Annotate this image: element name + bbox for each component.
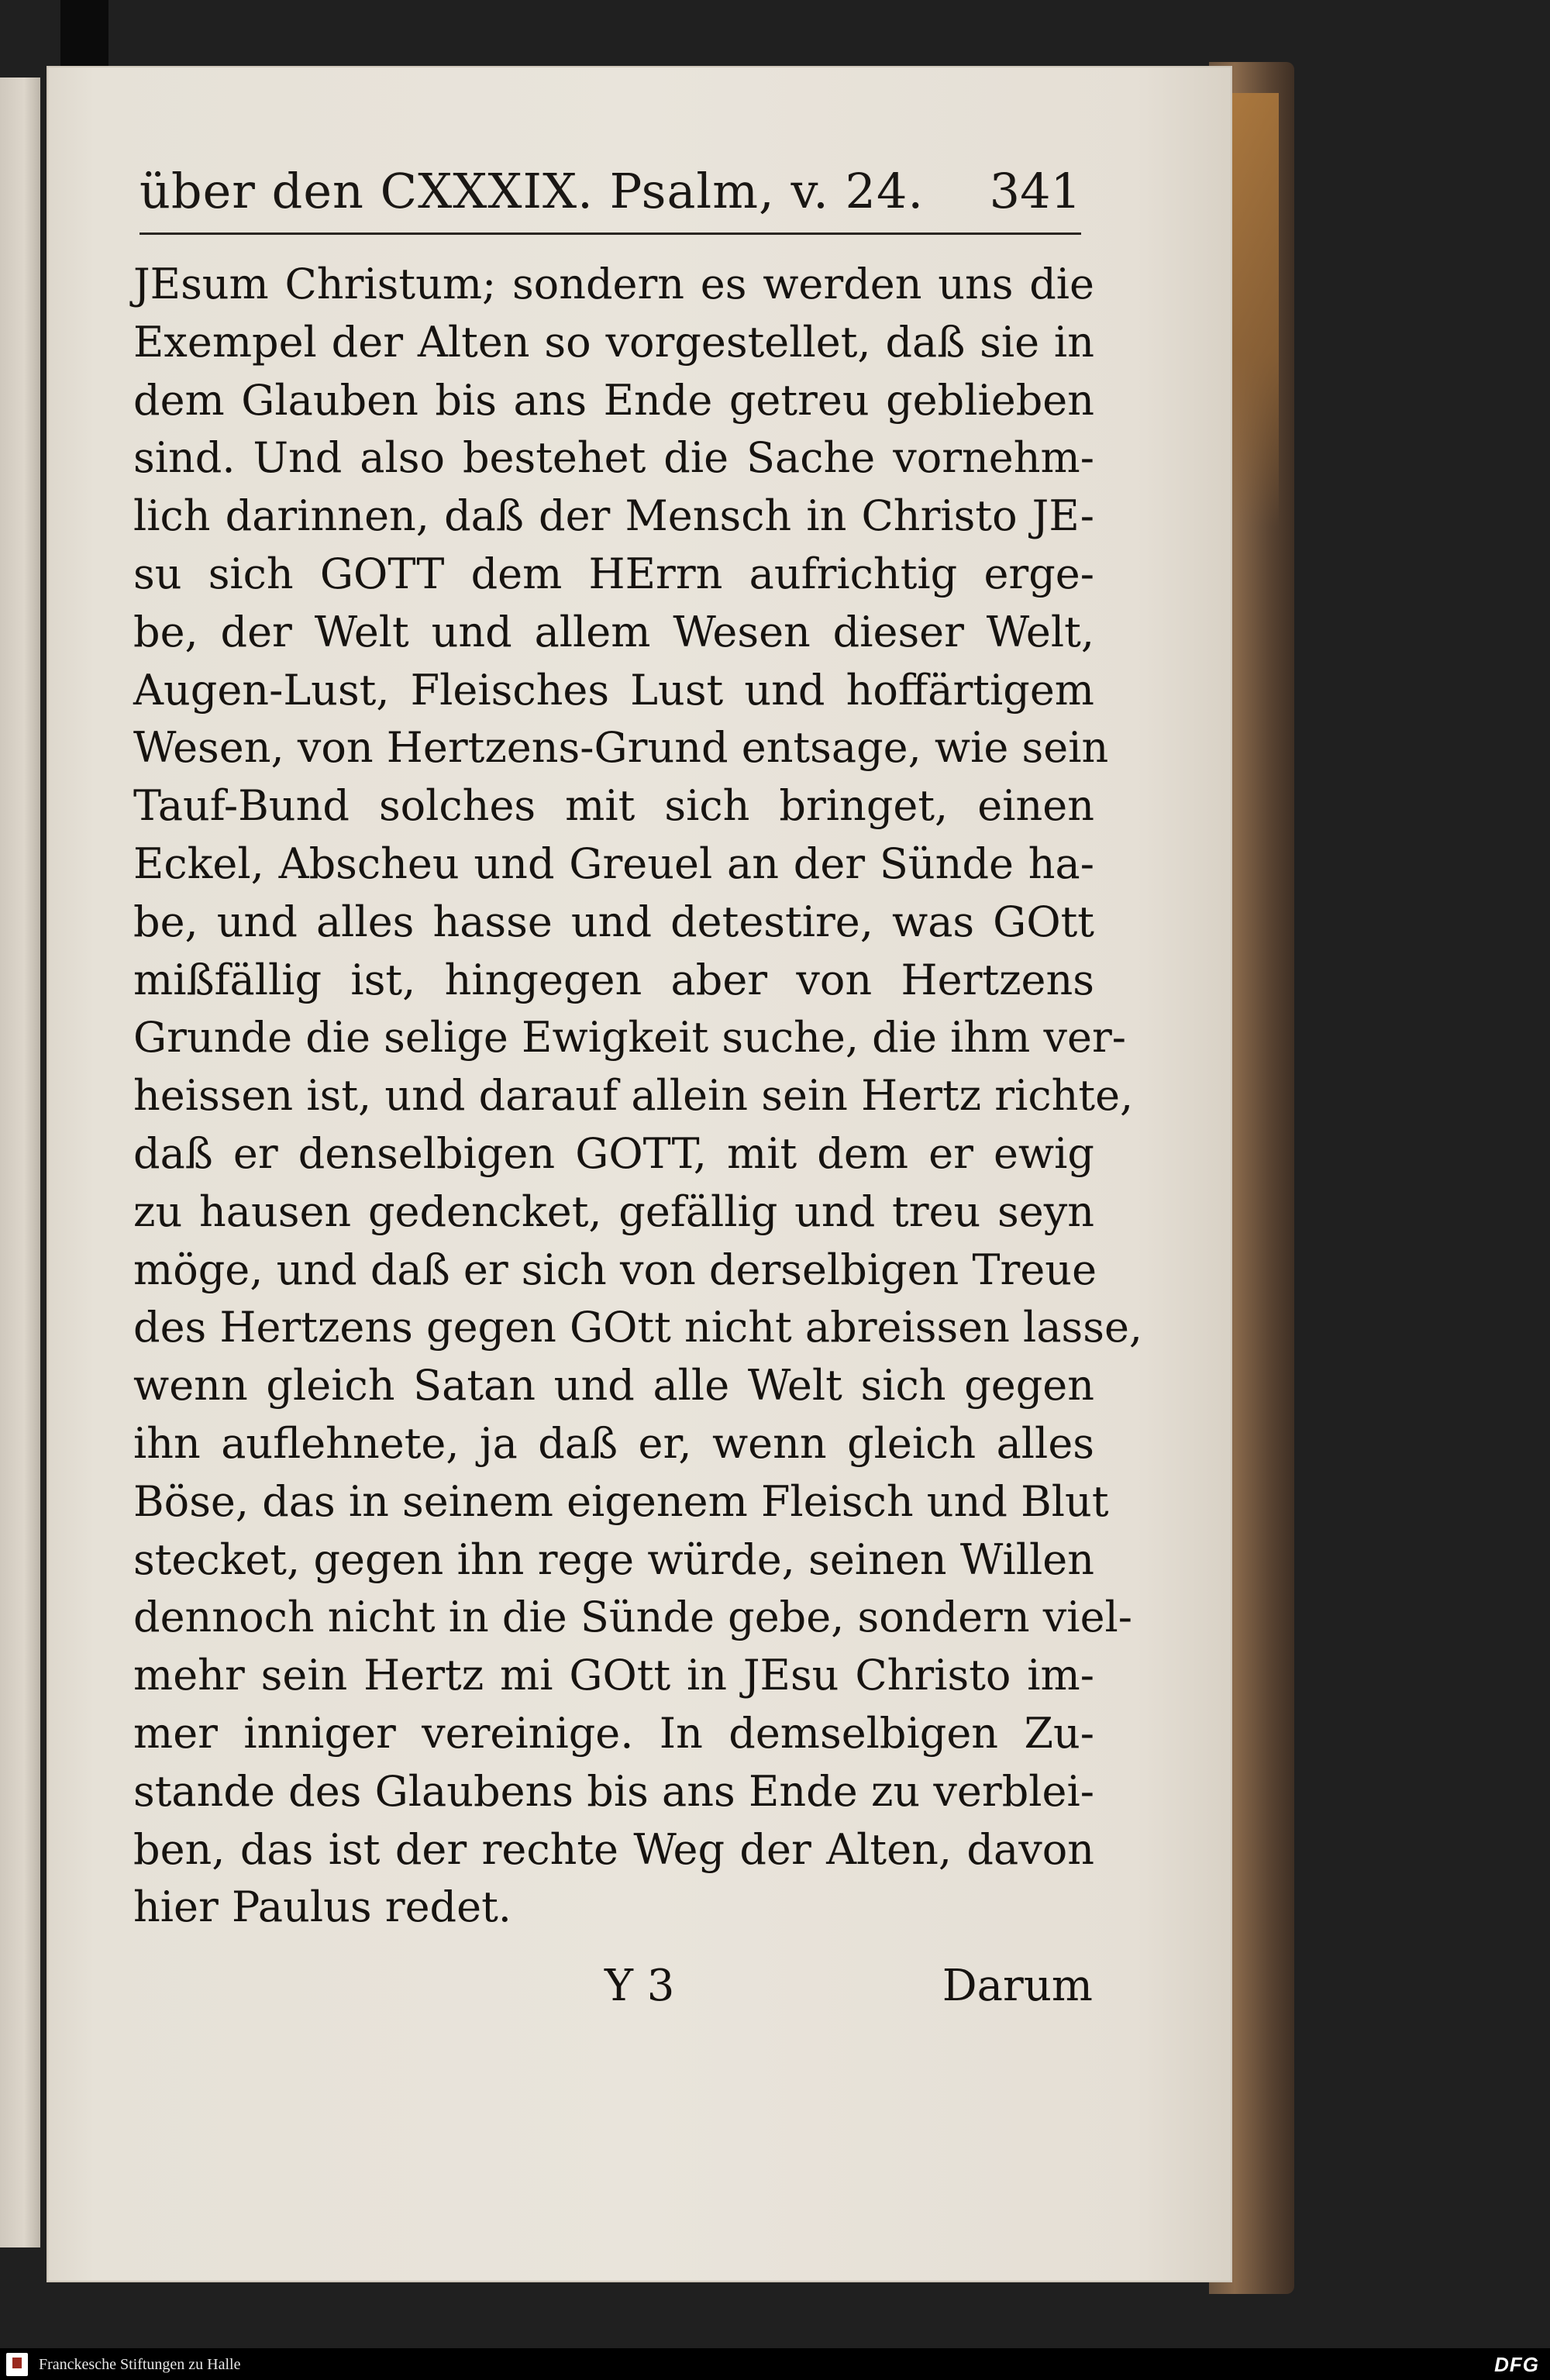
credit-bar	[0, 2348, 1550, 2380]
funder-logo: DFG	[1494, 2353, 1539, 2376]
text-line: Grunde die selige Ewigkeit suche, die ihm ver-	[133, 1013, 1127, 1063]
body-text	[133, 256, 1143, 1937]
running-head-title: über den CXXXIX. Psalm, v. 24.	[140, 163, 925, 219]
text-line: lich darinnen, daß der Mensch in Christo JE-	[133, 491, 1094, 541]
text-line: Wesen, von Hertzens-Grund entsage, wie sein	[133, 723, 1109, 773]
text-line: be, und alles hasse und detestire, was GOtt	[133, 897, 1094, 946]
text-line: Eckel, Abscheu und Greuel an der Sünde ha-	[133, 839, 1094, 888]
text-line: Augen-Lust, Fleisches Lust und hoffärtigem	[133, 665, 1094, 715]
text-line: wenn gleich Satan und alle Welt sich gegen	[133, 1361, 1094, 1410]
text-line: heissen ist, und darauf allein sein Hertz richte,	[133, 1071, 1134, 1121]
text-line: be, der Welt und allem Wesen dieser Welt,	[133, 607, 1094, 656]
text-line: ihn auflehnete, ja daß er, wenn gleich alles	[133, 1418, 1094, 1468]
text-line: Exempel der Alten so vorgestellet, daß sie in	[133, 317, 1094, 367]
running-head	[140, 163, 1081, 232]
text-line: Tauf-Bund solches mit sich bringet, einen	[133, 781, 1094, 831]
header-rule	[140, 232, 1081, 235]
text-line: mißfällig ist, hingegen aber von Hertzens	[133, 955, 1094, 1004]
text-line: JEsum Christum; sondern es werden uns die	[133, 260, 1094, 308]
text-line: mehr sein Hertz mi GOtt in JEsu Christo im-	[133, 1651, 1094, 1700]
text-line: Böse, das in seinem eigenem Fleisch und Blut	[133, 1476, 1109, 1526]
institution-logo-icon	[6, 2353, 28, 2376]
signature-mark: Y 3	[604, 1961, 675, 2011]
page-footer	[140, 1961, 1093, 2023]
catchword: Darum	[942, 1961, 1093, 2011]
institution-credit: Franckesche Stiftungen zu Halle	[39, 2356, 241, 2373]
text-line: des Hertzens gegen GOtt nicht abreissen lasse,	[133, 1303, 1143, 1352]
text-line: stecket, gegen ihn rege würde, seinen Willen	[133, 1534, 1094, 1584]
cover-stain	[1224, 93, 1279, 527]
text-line: dem Glauben bis ans Ende getreu geblieben	[133, 375, 1094, 425]
text-line: möge, und daß er sich von derselbigen Treue	[133, 1245, 1097, 1294]
text-line: su sich GOTT dem HErrn aufrichtig erge-	[133, 549, 1094, 598]
text-line: daß er denselbigen GOTT, mit dem er ewig	[133, 1128, 1094, 1178]
facing-page-edge	[0, 77, 40, 2247]
text-line: ben, das ist der rechte Weg der Alten, davon	[133, 1824, 1094, 1874]
text-line: stande des Glaubens bis ans Ende zu verblei-	[133, 1766, 1094, 1816]
page-number: 341	[989, 163, 1081, 219]
text-line: hier Paulus redet.	[133, 1882, 512, 1932]
text-line: dennoch nicht in die Sünde gebe, sondern viel-	[133, 1593, 1133, 1642]
text-line: sind. Und also bestehet die Sache vornehm-	[133, 433, 1094, 483]
text-line: mer inniger vereinige. In demselbigen Zu-	[133, 1708, 1094, 1758]
text-line: zu hausen gedencket, gefällig und treu seyn	[133, 1187, 1094, 1236]
